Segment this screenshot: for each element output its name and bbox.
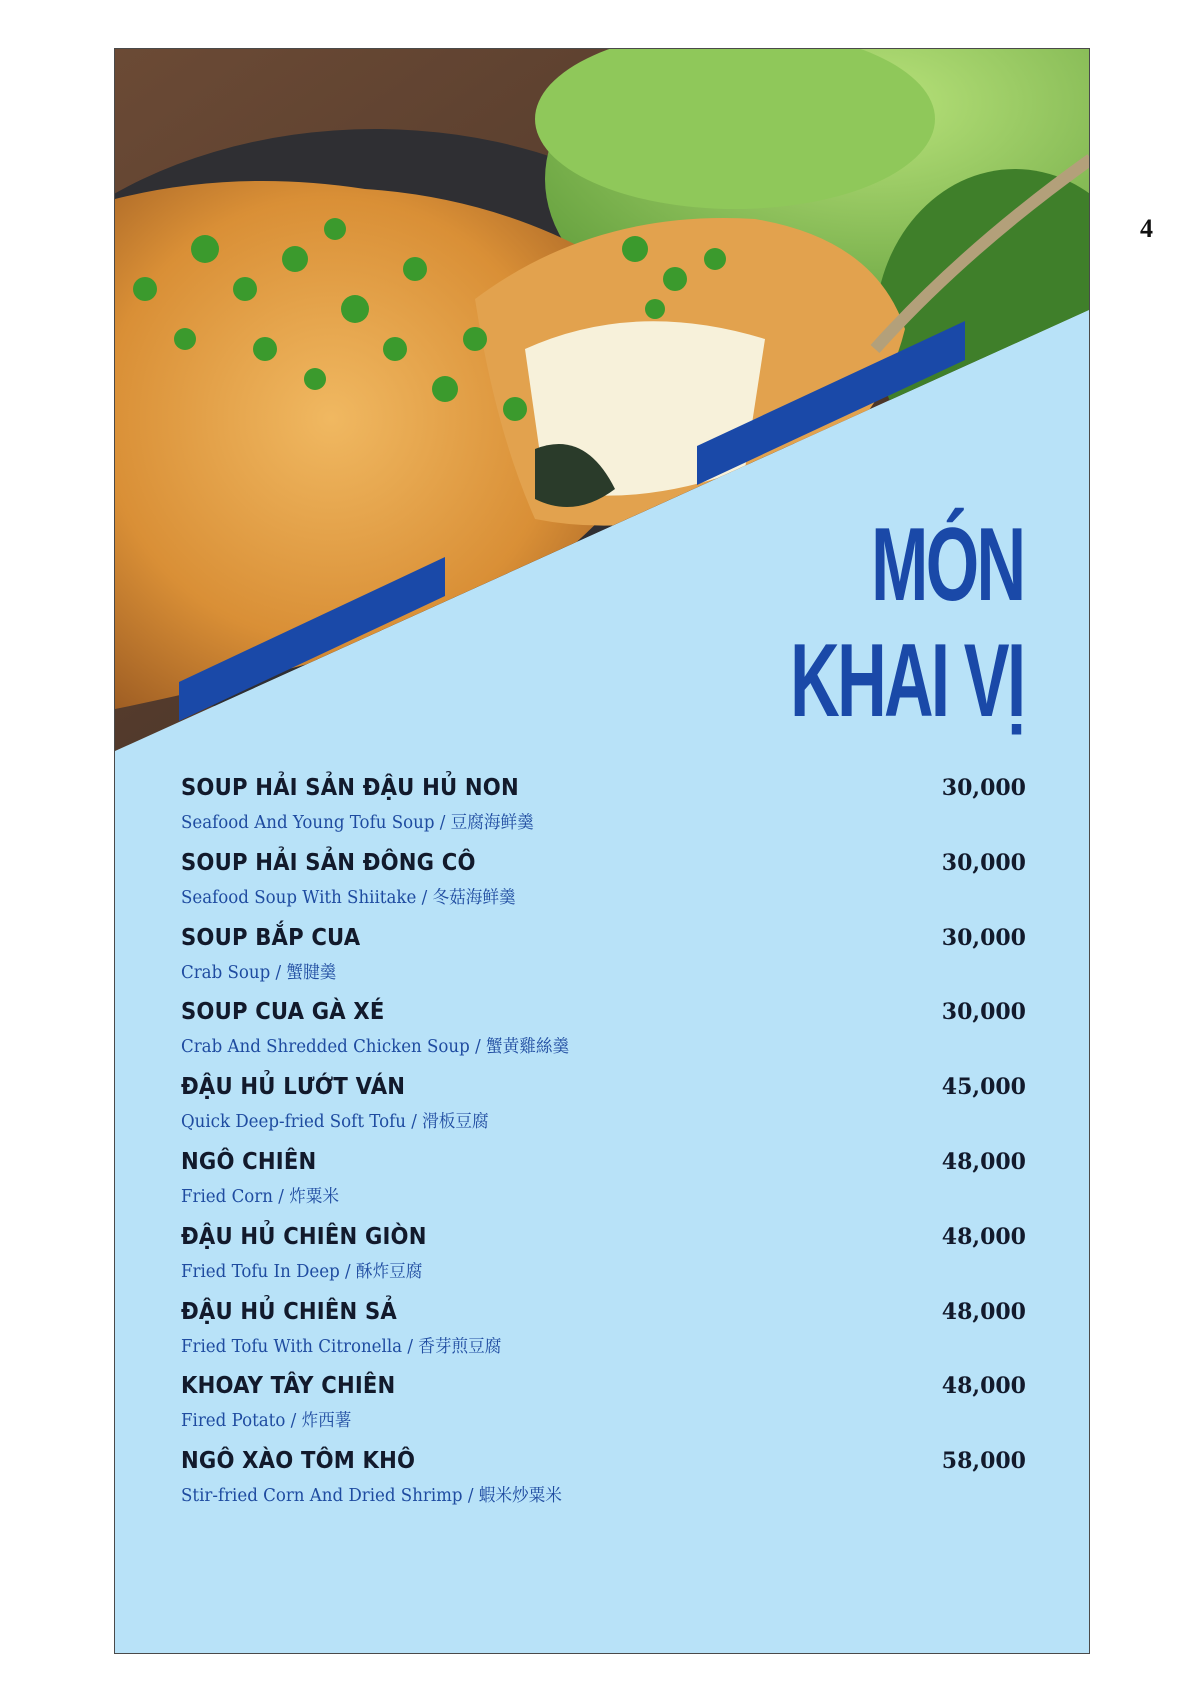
item-description: Fried Tofu With Citronella / 香芽煎豆腐 xyxy=(181,1336,502,1357)
menu-item xyxy=(181,1448,1026,1523)
item-description: Fried Corn / 炸粟米 xyxy=(181,1186,339,1207)
menu-item xyxy=(181,925,1026,1000)
item-name: SOUP HẢI SẢN ĐÔNG CÔ xyxy=(181,849,476,876)
menu-list xyxy=(181,775,1026,1523)
menu-item xyxy=(181,1224,1026,1299)
item-description: Crab Soup / 蟹腱羹 xyxy=(181,962,337,983)
item-description: Fried Tofu In Deep / 酥炸豆腐 xyxy=(181,1261,423,1282)
item-price: 48,000 xyxy=(941,1223,1026,1250)
item-name: SOUP HẢI SẢN ĐẬU HỦ NON xyxy=(181,775,519,801)
menu-page xyxy=(114,48,1090,1654)
item-name: NGÔ CHIÊN xyxy=(181,1148,317,1175)
item-description: Fired Potato / 炸西薯 xyxy=(181,1411,352,1432)
item-description: Seafood And Young Tofu Soup / 豆腐海鲜羹 xyxy=(181,813,534,833)
item-description: Stir-fried Corn And Dried Shrimp / 蝦米炒粟米 xyxy=(181,1486,562,1507)
page-number: 4 xyxy=(1140,214,1153,243)
menu-item xyxy=(181,1373,1026,1448)
item-price: 45,000 xyxy=(941,1074,1026,1101)
item-price: 48,000 xyxy=(941,1373,1026,1400)
item-price: 58,000 xyxy=(941,1448,1026,1475)
item-name: NGÔ XÀO TÔM KHÔ xyxy=(181,1448,416,1475)
section-heading xyxy=(790,507,1023,740)
item-price: 30,000 xyxy=(941,849,1026,876)
item-name: ĐẬU HỦ CHIÊN GIÒN xyxy=(181,1223,427,1250)
item-price: 30,000 xyxy=(941,999,1026,1026)
item-price: 30,000 xyxy=(941,924,1026,951)
menu-item xyxy=(181,1149,1026,1224)
menu-item xyxy=(181,999,1026,1074)
item-price: 48,000 xyxy=(941,1298,1026,1325)
item-name: KHOAY TÂY CHIÊN xyxy=(181,1373,396,1400)
item-name: SOUP CUA GÀ XÉ xyxy=(181,999,385,1026)
item-description: Crab And Shredded Chicken Soup / 蟹黄雞絲羹 xyxy=(181,1037,570,1058)
heading-line-1: MÓN xyxy=(870,507,1023,623)
menu-item xyxy=(181,1299,1026,1374)
item-description: Quick Deep-fried Soft Tofu / 滑板豆腐 xyxy=(181,1112,489,1133)
item-name: SOUP BẮP CUA xyxy=(181,924,361,951)
item-price: 30,000 xyxy=(941,775,1026,801)
item-price: 48,000 xyxy=(941,1148,1026,1175)
menu-item xyxy=(181,850,1026,925)
menu-item xyxy=(181,775,1026,850)
item-description: Seafood Soup With Shiitake / 冬菇海鲜羹 xyxy=(181,887,516,908)
item-name: ĐẬU HỦ LƯỚT VÁN xyxy=(181,1074,406,1101)
heading-line-2: KHAI VỊ xyxy=(789,623,1023,740)
item-name: ĐẬU HỦ CHIÊN SẢ xyxy=(181,1298,397,1325)
menu-item xyxy=(181,1074,1026,1149)
